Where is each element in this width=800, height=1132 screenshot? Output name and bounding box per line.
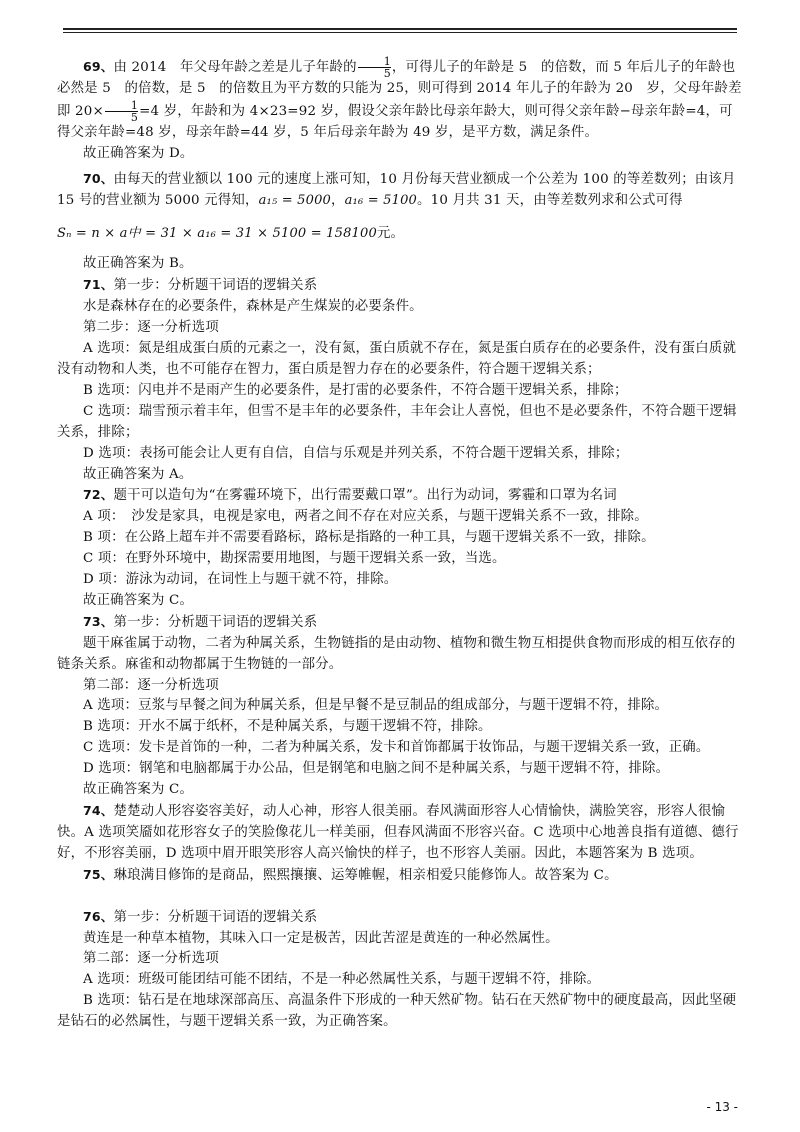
section-gap (57, 887, 743, 907)
q72-number: 72、 (83, 487, 114, 503)
q72-line-3: C 项：在野外环境中，勘探需要用地图，与题干逻辑关系一致，当选。 (83, 551, 506, 567)
q71-line-3: A 选项：氮是组成蛋白质的元素之一，没有氮，蛋白质就不存在，氮是蛋白质存在的必要条件，没有蛋白质就没有动物和人类，也不可能存在智力，蛋白质是智力存在的必要条件，符合题干逻辑关系； (57, 341, 737, 377)
page-number: - 13 - (706, 1100, 738, 1114)
q74-number: 74、 (83, 803, 114, 818)
q72-line-4: D 项：游泳为动词，在词性上与题干就不符，排除。 (83, 572, 398, 588)
q73-number: 73、 (83, 613, 114, 629)
q73-line-2: 第二部：逐一分析选项 (83, 677, 219, 693)
q71-line-6: D 选项：表扬可能会让人更有自信，自信与乐观是并列关系，不符合题干逻辑关系，排除； (83, 445, 629, 461)
q76-line-1: 黄连是一种草本植物，其味入口一定是极苦，因此苦涩是黄连的一种必然属性。 (83, 930, 559, 946)
q69-number: 69、 (83, 59, 114, 74)
q71-line-1: 水是森林存在的必要条件，森林是产生煤炭的必要条件。 (83, 299, 423, 315)
q71-line-0: 71、第一步：分析题干词语的逻辑关系 (83, 277, 318, 294)
q71-line-2: 第二步：逐一分析选项 (83, 320, 219, 336)
q75-number: 75、 (83, 866, 114, 882)
q72-line-5: 故正确答案为 C。 (83, 592, 194, 608)
q72-line-0: 72、题干可以造句为“在雾霾环境下，出行需要戴口罩”。出行为动词，雾霾和口罩为名词 (83, 487, 617, 504)
q69-answer: 故正确答案为 D。 (83, 145, 194, 161)
q71-number: 71、 (83, 277, 114, 293)
q76-line-3: A 选项：班级可能团结可能不团结，不是一种必然属性关系，与题干逻辑不符，排除。 (83, 972, 601, 988)
q73-line-3: A 选项：豆浆与早餐之间为种属关系，但是早餐不是豆制品的组成部分，与题干逻辑不符，排除。 (83, 698, 669, 714)
q73-line-7: 故正确答案为 C。 (83, 782, 194, 798)
q70-paragraph: 70、由每天的营业额以 100 元的速度上涨可知，10 月份每天营业额成一个公差为 100 的等差数列；由该月 15 号的营业额为 5000 元得知，a₁₅ = 5000，a₁₆ = 5100。10 月共 31 天，由等差数列求和公式可得 (57, 170, 736, 208)
q71-line-7: 故正确答案为 A。 (83, 466, 193, 482)
q73-line-6: D 选项：钢笔和电脑都属于办公品，但是钢笔和电脑之间不是种属关系，与题干逻辑不符，排除。 (83, 761, 670, 777)
q74-paragraph: 74、楚楚动人形容姿容美好，动人心神，形容人很美丽。春风满面形容人心情愉快，满脸笑容，形容人很愉快。A 选项笑靥如花形容女子的笑脸像花儿一样美丽，但春风满面不形容兴奋。C 选项中心地善良指有道德、德行好，不形容美丽，D 选项中眉开眼笑形容人高兴愉快的样子，也不形容人美丽。因此，本题答案为 B 选项。 (57, 803, 739, 861)
header-rule-bottom (63, 32, 737, 33)
header-rule-top (63, 28, 737, 30)
q73-line-1: 题干麻雀属于动物，二者为种属关系，生物链指的是由动物、植物和微生物互相提供食物而形成的相互依存的链条关系。麻雀和动物都属于生物链的一部分。 (57, 635, 736, 672)
math-a16: a₁₆ = 5100 (344, 192, 418, 208)
q76-line-2: 第二部：逐一分析选项 (83, 951, 219, 967)
q76-line-0: 76、第一步：分析题干词语的逻辑关系 (83, 908, 318, 925)
q72-line-2: B 项：在公路上超车并不需要看路标，路标是指路的一种工具，与题干逻辑关系不一致，排除。 (83, 530, 655, 546)
q71-line-4: B 选项：闪电并不是雨产生的必要条件，是打雷的必要条件，不符合题干逻辑关系，排除； (83, 382, 628, 398)
q73-line-0: 73、第一步：分析题干词语的逻辑关系 (83, 613, 318, 630)
document-body (57, 56, 743, 1033)
q73-line-4: B 选项：开水不属于纸杯，不是种属关系，与题干逻辑不符，排除。 (83, 719, 492, 735)
q76-number: 76、 (83, 908, 114, 924)
q76-line-4: B 选项：钻石是在地球深部高压、高温条件下形成的一种天然矿物。钻石在天然矿物中的硬度最高，因此坚硬是钻石的必然属性，与题干逻辑关系一致，为正确答案。 (57, 993, 737, 1030)
q70-number: 70、 (83, 170, 114, 186)
q69-paragraph: 69、由 2014 年父母年龄之差是儿子年龄的 $\frac{1}{5}$ ，可得儿子的年龄是 5 的倍数，而 5 年后儿子的年龄也必然是 5 的倍数，是 5 的倍数且为平方数的只能为 25，则可得到 2014 年儿子的年龄为 20 岁，父母年龄差即 20× $\frac{1}{5}$ =4 岁，年龄和为 4×23=92 岁，假设父亲年龄比母亲年龄大，则可得父亲年龄−母亲年龄=4，可得父亲年龄=48 岁，母亲年龄=44 岁，5 年后母亲年龄为 49 岁，是平方数，满足条件。 (57, 55, 742, 140)
q70-answer: 故正确答案为 B。 (83, 256, 193, 272)
math-a15: a₁₅ = 5000 (258, 192, 332, 208)
q73-line-5: C 选项：发卡是首饰的一种，二者为种属关系，发卡和首饰都属于妆饰品，与题干逻辑关系一致，正确。 (83, 740, 710, 756)
q75-paragraph: 75、琳琅满目修饰的是商品，熙熙攘攘、运筹帷幄，相亲相爱只能修饰人。故答案为 C。 (83, 866, 618, 883)
fraction-one-fifth: $\frac{1}{5}$ (358, 56, 391, 79)
q71-line-5: C 选项：瑞雪预示着丰年，但雪不是丰年的必要条件，丰年会让人喜悦，但也不是必要条件，不符合题干逻辑关系，排除； (57, 403, 737, 440)
math-sum-formula: Sₙ = n × a中 = 31 × a₁₆ = 31 × 5100 = 158100 (57, 225, 377, 241)
q72-line-1: A 项： 沙发是家具，电视是家电，两者之间不存在对应关系，与题干逻辑关系不一致，排除。 (83, 509, 648, 525)
q70-formula-line: Sₙ = n × a中 = 31 × a₁₆ = 31 × 5100 = 158100元。 (57, 225, 405, 241)
fraction-one-fifth-2: $\frac{1}{5}$ (105, 100, 138, 123)
